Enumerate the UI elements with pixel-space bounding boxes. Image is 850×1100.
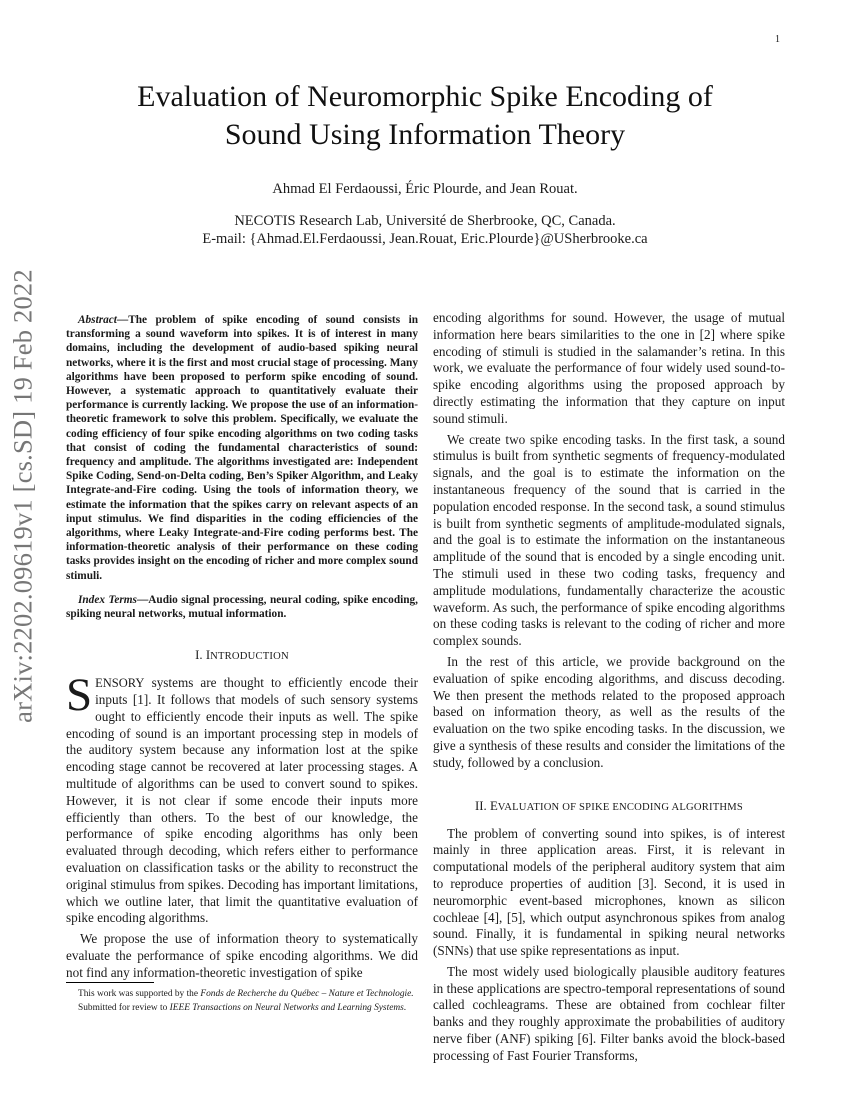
section-title-rest: NTRODUCTION (210, 651, 289, 663)
abstract (66, 313, 418, 583)
abstract-label: Abstract (78, 314, 117, 326)
section-heading-introduction (66, 647, 418, 665)
index-terms (66, 593, 418, 621)
footnote-submission-suffix: . (403, 1003, 407, 1014)
section-numeral: II. (475, 798, 490, 813)
right-column (433, 310, 785, 1069)
footnote-rule (66, 982, 154, 983)
footnote-submission-prefix: Submitted for review to (78, 1003, 170, 1014)
evaluation-paragraph-2: The most widely used biologically plausible auditory features in these applications are spectro-temporal representations of sound called cochleagrams. These are obtained from cochlear filter banks and they roughly approximate the probabilities of auditory nerve fiber (ANF) spiking [6]. Filter banks avoid the block-based processing of Fast Fourier Transforms, (433, 963, 785, 1063)
intro-paragraph-1-text: systems are thought to efficiently encode their inputs [1]. It follows that models of such sensory systems ought to efficiently encode their inputs as well. The spike encoding of sound is an important processing step in models of the auditory system because any information lost at the spike encoding stage cannot be recovered at later processing stages. A multitude of algorithms can be used to convert sound to spikes. However, it is not clear if some encode their inputs more efficiently than others. To the best of our knowledge, the performance of spike encoding algorithms has only been evaluated through decoding, which refers either to performance evaluation on classification tasks or the ability to reconstruct the original stimulus from spikes. Decoding has important limitations, which we outline later, that limit the quantitative evaluation of spike encoding algorithms. (66, 675, 418, 926)
abstract-text: —The problem of spike encoding of sound consists in transforming a sound waveform into spikes. It is of interest in many domains, including the development of audio-based spiking neural networks, where it is the first and most crucial stage of processing. Many algorithms have been proposed to perform spike encoding of sound. However, a systematic approach to quantitatively evaluate their performance is currently lacking. We propose the use of an information-theoretic framework to solve this problem. Specifically, we evaluate the coding efficiency of four spike encoding algorithms on two coding tasks that consist of coding the fundamental characteristics of sound: frequency and amplitude. The algorithms investigated are: Independent Spike Coding, Send-on-Delta coding, Ben’s Spiker Algorithm, and Leaky Integrate-and-Fire coding. Using the tools of information theory, we estimate the information that the spikes carry on relevant aspects of an input stimulus. We find disparities in the coding efficiencies of the algorithms, where Leaky Integrate-and-Fire coding performs best. The information-theoretic analysis of their performance on these coding tasks provides insight on the encoding of richer and more complex sound stimuli. (66, 314, 418, 582)
footnote-submission (66, 1002, 418, 1014)
section-heading-evaluation (433, 798, 785, 816)
title-line-1: Evaluation of Neuromorphic Spike Encoding of (137, 80, 713, 113)
intro-paragraph-4: In the rest of this article, we provide background on the evaluation of spike encoding algorithms, and discuss decoding. We then present the methods related to the proposed approach based on information theory, as well as the results of the evaluation on the two spike encoding tasks. In the discussion, we give a synthesis of these results and consider the limitations of the study, followed by a conclusion. (433, 653, 785, 770)
arxiv-stamp (2, 269, 44, 723)
lead-caps: ENSORY (95, 676, 145, 691)
title-line-2: Sound Using Information Theory (224, 118, 626, 151)
page-number: 1 (775, 34, 780, 45)
index-terms-text: —Audio signal processing, neural coding, spike encoding, spiking neural networks, mutual information. (66, 593, 419, 621)
email: E-mail: {Ahmad.El.Ferdaoussi, Jean.Rouat, Eric.Plourde}@USherbrooke.ca (202, 231, 648, 247)
footnote-funding (66, 988, 418, 1000)
drop-cap: S (66, 669, 93, 722)
section-numeral: I. (195, 648, 206, 663)
footnote-funding-agency: Fonds de Recherche du Québec – Nature et Technologie. (200, 989, 414, 999)
footnote-journal: IEEE Transactions on Neural Networks and Learning Systems (169, 1003, 404, 1014)
footnotes (66, 988, 418, 1016)
intro-paragraph-1 (66, 669, 418, 927)
authors: Ahmad El Ferdaoussi, Éric Plourde, and Jean Rouat. (272, 181, 578, 197)
left-column (66, 313, 418, 986)
section-initial: E (489, 798, 498, 813)
footnote-funding-prefix: This work was supported by the (78, 989, 201, 999)
affiliation: NECOTIS Research Lab, Université de Sherbrooke, QC, Canada. (234, 213, 616, 229)
paper-title (60, 78, 790, 154)
section-title-rest: VALUATION OF SPIKE ENCODING ALGORITHMS (497, 801, 743, 813)
intro-paragraph-2-continued: encoding algorithms for sound. However, the usage of mutual information here bears similarities to the one in [2] where spike encoding of stimuli is studied in the salamander’s retina. In this work, we evaluate the performance of four widely used sound-to-spike encoding algorithms using the proposed approach by directly estimating the information that they capture on input sound stimuli. (433, 310, 785, 426)
section-initial: I (205, 648, 211, 663)
intro-paragraph-2-start: We propose the use of information theory to systematically evaluate the performance of spike encoding algorithms. We did not find any information-theoretic investigation of spike (66, 931, 418, 980)
evaluation-paragraph-1: The problem of converting sound into spikes, is of interest mainly in three application areas. First, it is relevant in computational models of the peripheral auditory system that aim to reproduce properties of audition [3]. Second, it is used in neuromorphic event-based microphones, known as silicon cochleae [4], [5], which output asynchronous spikes from analog sound. Finally, it is fundamental in spiking neural networks (SNNs) that use spike representations as input. (433, 825, 785, 959)
arxiv-stamp-text: arXiv:2202.09619v1 [cs.SD] 19 Feb 2022 (7, 269, 38, 723)
paper-header (60, 78, 790, 248)
index-terms-label: Index Terms (78, 593, 137, 606)
intro-paragraph-3: We create two spike encoding tasks. In the first task, a sound stimulus is built from synthetic segments of frequency-modulated signals, and the goal is to estimate the information on the instantaneous frequency of the sound that is carried in the population encoded response. In the second task, a sound stimulus is built from synthetic segments of amplitude-modulated signals, and the goal is to estimate the information on the instantaneous amplitude of the sound that is encoded by a single encoding unit. The stimuli used in these two coding tasks, frequency and amplitude modulations, fundamentally characterize the acoustic waveform. As such, the performance of spike encoding algorithms on these coding tasks is relevant to the coding of richer and more complex sounds. (433, 431, 785, 649)
